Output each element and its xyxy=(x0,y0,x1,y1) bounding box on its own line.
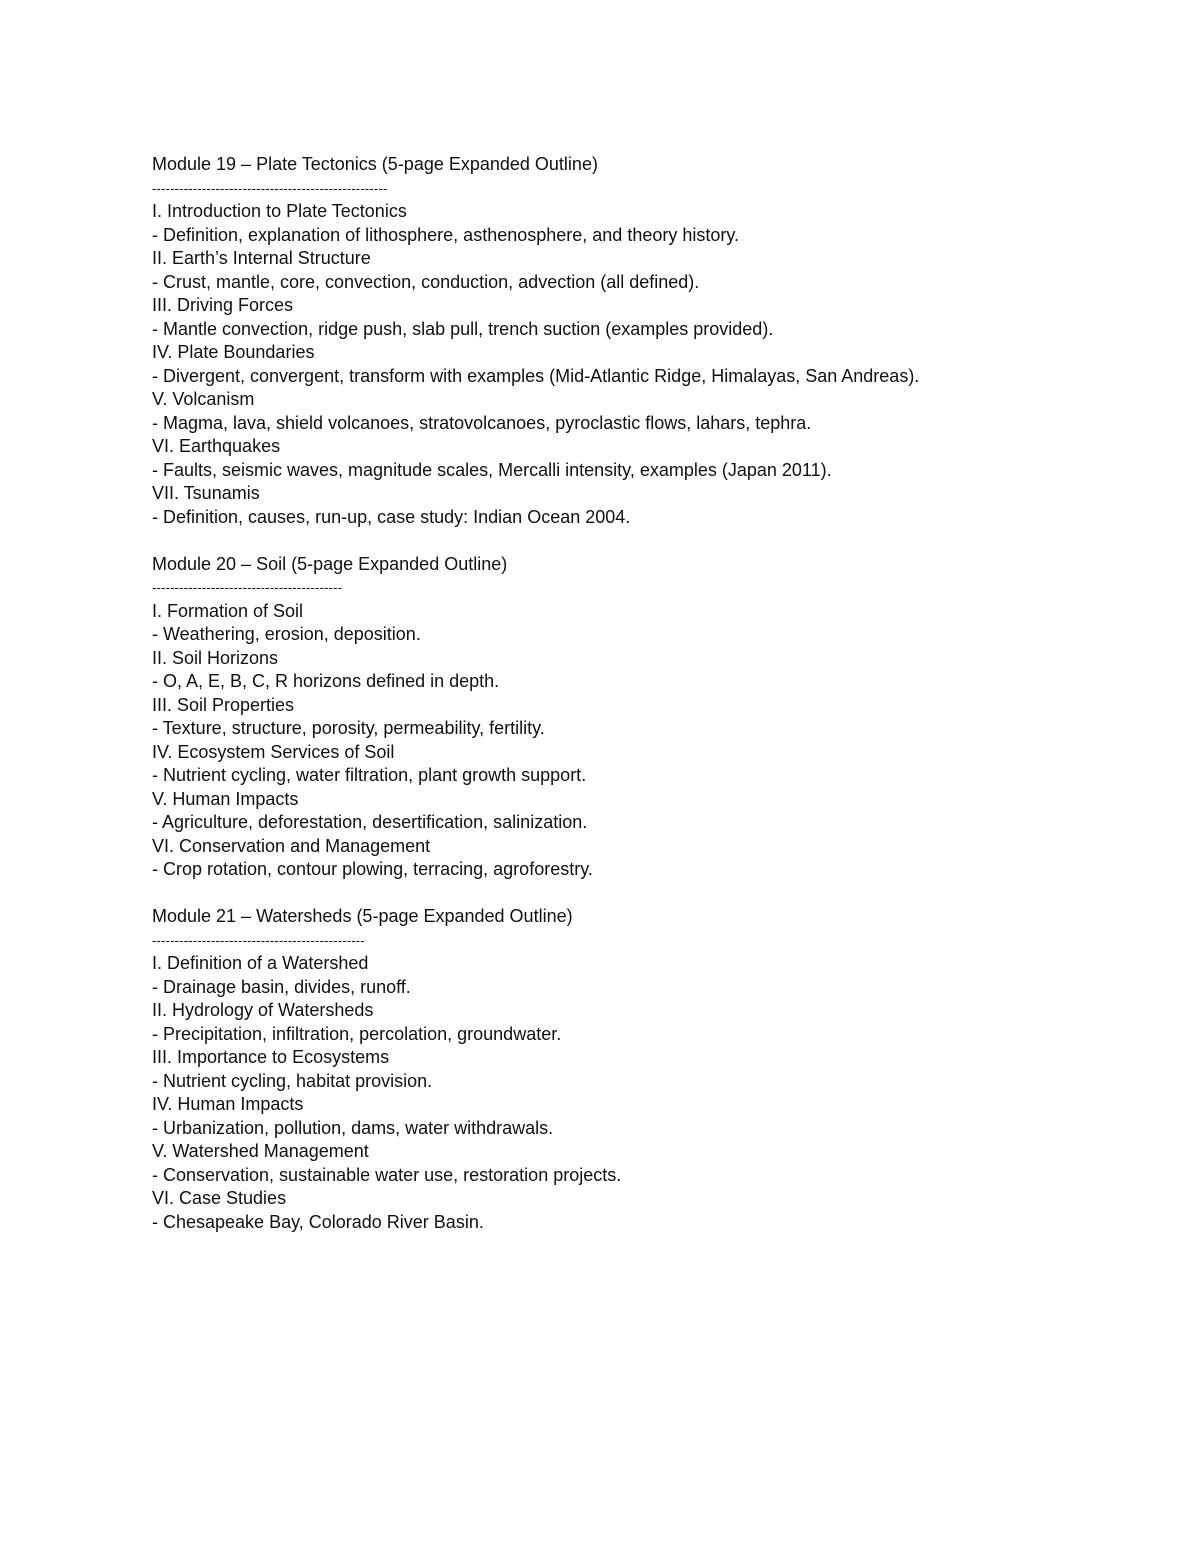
section-detail: - Magma, lava, shield volcanoes, stratovolcanoes, pyroclastic flows, lahars, tephra. xyxy=(152,412,812,433)
section-detail: - Nutrient cycling, water filtration, plant growth support. xyxy=(152,765,587,785)
section-heading: II. Soil Horizons xyxy=(152,647,279,668)
section-heading: IV. Human Impacts xyxy=(152,1094,304,1114)
section-heading: VI. Conservation and Management xyxy=(152,835,431,856)
section-detail: - Weathering, erosion, deposition. xyxy=(152,624,421,644)
section-detail: - Agriculture, deforestation, desertification, salinization. xyxy=(152,812,588,832)
module-19 xyxy=(152,153,1152,529)
module-divider: ---------------------------------------------------- xyxy=(152,180,388,196)
section-heading: I. Formation of Soil xyxy=(152,600,304,621)
section-heading: V. Volcanism xyxy=(152,389,255,409)
module-divider: ------------------------------------------ xyxy=(152,580,343,595)
section-detail: - Chesapeake Bay, Colorado River Basin. xyxy=(152,1211,484,1232)
section-heading: III. Soil Properties xyxy=(152,694,295,715)
section-detail: - Nutrient cycling, habitat provision. xyxy=(152,1070,433,1091)
section-heading: III. Driving Forces xyxy=(152,295,294,315)
section-heading: I. Definition of a Watershed xyxy=(152,953,369,973)
section-detail: - Urbanization, pollution, dams, water withdrawals. xyxy=(152,1117,554,1138)
module-divider: ----------------------------------------------- xyxy=(152,932,365,948)
section-detail: - Crop rotation, contour plowing, terracing, agroforestry. xyxy=(152,859,593,879)
module-21 xyxy=(152,905,1152,1234)
section-detail: - Texture, structure, porosity, permeability, fertility. xyxy=(152,718,545,738)
section-heading: VI. Earthquakes xyxy=(152,436,281,456)
section-detail: - Crust, mantle, core, convection, conduction, advection (all defined). xyxy=(152,271,700,292)
section-detail: - Mantle convection, ridge push, slab pull, trench suction (examples provided). xyxy=(152,318,774,339)
section-heading: V. Human Impacts xyxy=(152,788,299,809)
module-title: Module 21 – Watersheds (5-page Expanded Outline) xyxy=(152,906,573,926)
section-detail: - Conservation, sustainable water use, restoration projects. xyxy=(152,1164,622,1185)
module-title: Module 19 – Plate Tectonics (5-page Expanded Outline) xyxy=(152,154,598,174)
outline-body xyxy=(152,153,1152,1234)
section-heading: III. Importance to Ecosystems xyxy=(152,1047,390,1067)
section-heading: II. Hydrology of Watersheds xyxy=(152,1000,374,1020)
section-detail: - Drainage basin, divides, runoff. xyxy=(152,976,411,997)
section-heading: V. Watershed Management xyxy=(152,1141,369,1161)
section-heading: IV. Plate Boundaries xyxy=(152,342,315,362)
module-20 xyxy=(152,553,1152,882)
module-title: Module 20 – Soil (5-page Expanded Outline) xyxy=(152,553,508,574)
section-heading: VI. Case Studies xyxy=(152,1188,287,1208)
section-detail: - Divergent, convergent, transform with examples (Mid-Atlantic Ridge, Himalayas, San Andreas). xyxy=(152,365,920,386)
section-detail: - Precipitation, infiltration, percolation, groundwater. xyxy=(152,1023,562,1044)
section-heading: VII. Tsunamis xyxy=(152,483,260,503)
section-detail: - O, A, E, B, C, R horizons defined in depth. xyxy=(152,671,500,691)
section-detail: - Definition, causes, run-up, case study: Indian Ocean 2004. xyxy=(152,506,631,527)
section-heading: II. Earth’s Internal Structure xyxy=(152,248,371,268)
section-heading: IV. Ecosystem Services of Soil xyxy=(152,741,395,762)
section-detail: - Faults, seismic waves, magnitude scales, Mercalli intensity, examples (Japan 2011). xyxy=(152,459,832,480)
section-detail: - Definition, explanation of lithosphere, asthenosphere, and theory history. xyxy=(152,224,740,245)
section-heading: I. Introduction to Plate Tectonics xyxy=(152,201,407,221)
